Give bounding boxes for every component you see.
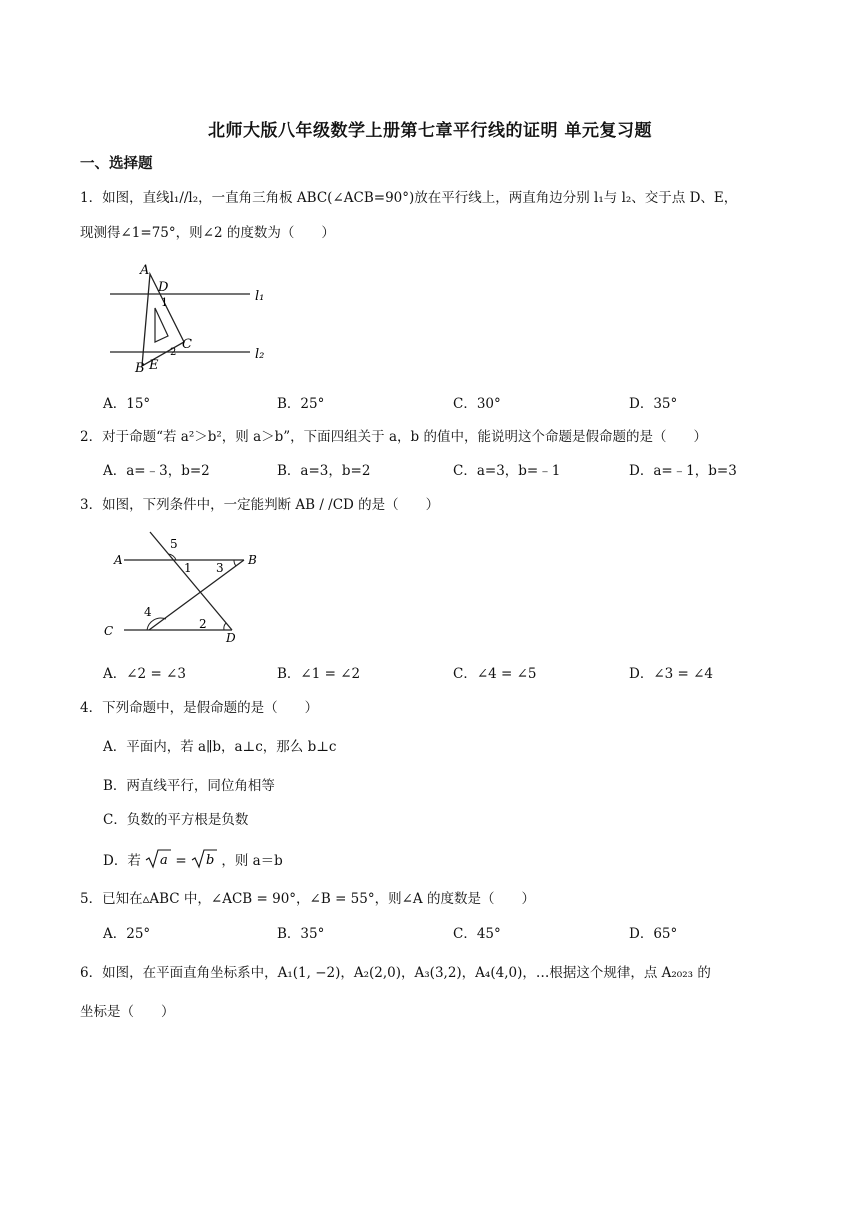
q3-label-1: 1	[184, 561, 192, 575]
q4-option-a[interactable]: A．平面内，若 a∥b，a⊥c，那么 b⊥c	[103, 739, 337, 755]
q4-option-c[interactable]: C．负数的平方根是负数	[103, 812, 249, 828]
q1-label-d: D	[158, 280, 169, 295]
q1-option-a[interactable]: A．15°	[103, 396, 151, 412]
q3-label-c: C	[104, 624, 114, 638]
q3-option-a[interactable]: A．∠2 = ∠3	[103, 666, 186, 682]
q5-option-b[interactable]: B．35°	[277, 926, 325, 942]
q3-figure	[104, 528, 266, 646]
q1-label-e: E	[149, 358, 159, 373]
q3-stem: 3．如图，下列条件中，一定能判断 AB / /CD 的是（ ）	[80, 497, 440, 513]
q5-stem: 5．已知在▵ABC 中，∠ACB = 90°，∠B = 55°，则∠A 的度数是（ ）	[80, 891, 535, 907]
q1-option-b[interactable]: B．25°	[277, 396, 325, 412]
sqrt-a-radical-icon	[145, 849, 171, 869]
q6-stem-line2: 坐标是（ ）	[80, 1004, 175, 1020]
q2-option-d[interactable]: D．a=﹣1，b=3	[629, 463, 737, 479]
q4-option-d-prefix: D．若	[103, 853, 141, 869]
q1-label-b: B	[135, 361, 145, 376]
q3-label-4: 4	[144, 605, 152, 619]
section-heading: 一、选择题	[80, 156, 153, 172]
q3-option-d[interactable]: D．∠3 = ∠4	[629, 666, 714, 682]
q1-label-a: A	[140, 263, 150, 278]
q1-label-l2: l₂	[255, 347, 265, 362]
page-title: 北师大版八年级数学上册第七章平行线的证明 单元复习题	[208, 121, 652, 141]
q4-option-b[interactable]: B．两直线平行，同位角相等	[103, 778, 275, 794]
q2-option-b[interactable]: B．a=3，b=2	[277, 463, 371, 479]
q1-label-l1: l₁	[255, 289, 265, 304]
q1-label-c: C	[182, 337, 192, 352]
q3-label-d: D	[226, 631, 236, 645]
q4-option-d-suffix: ，则 a＝b	[221, 853, 283, 869]
q6-stem-line1: 6．如图，在平面直角坐标系中，A₁(1, −2)，A₂(2,0)，A₃(3,2)，A₄(4,0)，…根据这个规律，点 A₂₀₂₃ 的	[80, 965, 711, 981]
q5-option-a[interactable]: A．25°	[103, 926, 151, 942]
q2-option-c[interactable]: C．a=3，b=﹣1	[453, 463, 561, 479]
q1-label-1: 1	[161, 296, 168, 309]
q1-option-d[interactable]: D．35°	[629, 396, 678, 412]
svg-text:b: b	[206, 853, 215, 868]
q5-option-d[interactable]: D．65°	[629, 926, 678, 942]
q3-label-3: 3	[216, 561, 224, 575]
q3-option-b[interactable]: B．∠1 = ∠2	[277, 666, 361, 682]
q3-label-a: A	[114, 553, 123, 567]
q3-option-c[interactable]: C．∠4 = ∠5	[453, 666, 537, 682]
q3-label-2: 2	[199, 617, 207, 631]
q3-label-5: 5	[170, 537, 178, 551]
q1-option-c[interactable]: C．30°	[453, 396, 501, 412]
q1-figure	[100, 258, 270, 380]
q1-label-2: 2	[170, 347, 177, 358]
svg-text:a: a	[160, 853, 168, 868]
sqrt-a	[145, 849, 171, 871]
q2-option-a[interactable]: A．a=﹣3，b=2	[103, 463, 210, 479]
q3-label-b: B	[248, 553, 257, 567]
q4-option-d-eq: =	[171, 853, 192, 869]
q1-stem-line2: 现测得∠1=75°，则∠2 的度数为（ ）	[80, 225, 335, 241]
q2-stem: 2．对于命题“若 a²＞b²，则 a＞b”，下面四组关于 a，b 的值中，能说明这个命题是假命题的是（ ）	[80, 429, 707, 445]
sqrt-b	[191, 849, 217, 871]
q4-option-d[interactable]	[103, 849, 283, 871]
q4-stem: 4．下列命题中，是假命题的是（ ）	[80, 700, 319, 716]
sqrt-b-radical-icon	[191, 849, 217, 869]
q1-stem-line1: 1．如图，直线l₁//l₂，一直角三角板 ABC(∠ACB=90°)放在平行线上，两直角边分别 l₁与 l₂、交于点 D、E，	[80, 190, 738, 206]
q5-option-c[interactable]: C．45°	[453, 926, 501, 942]
